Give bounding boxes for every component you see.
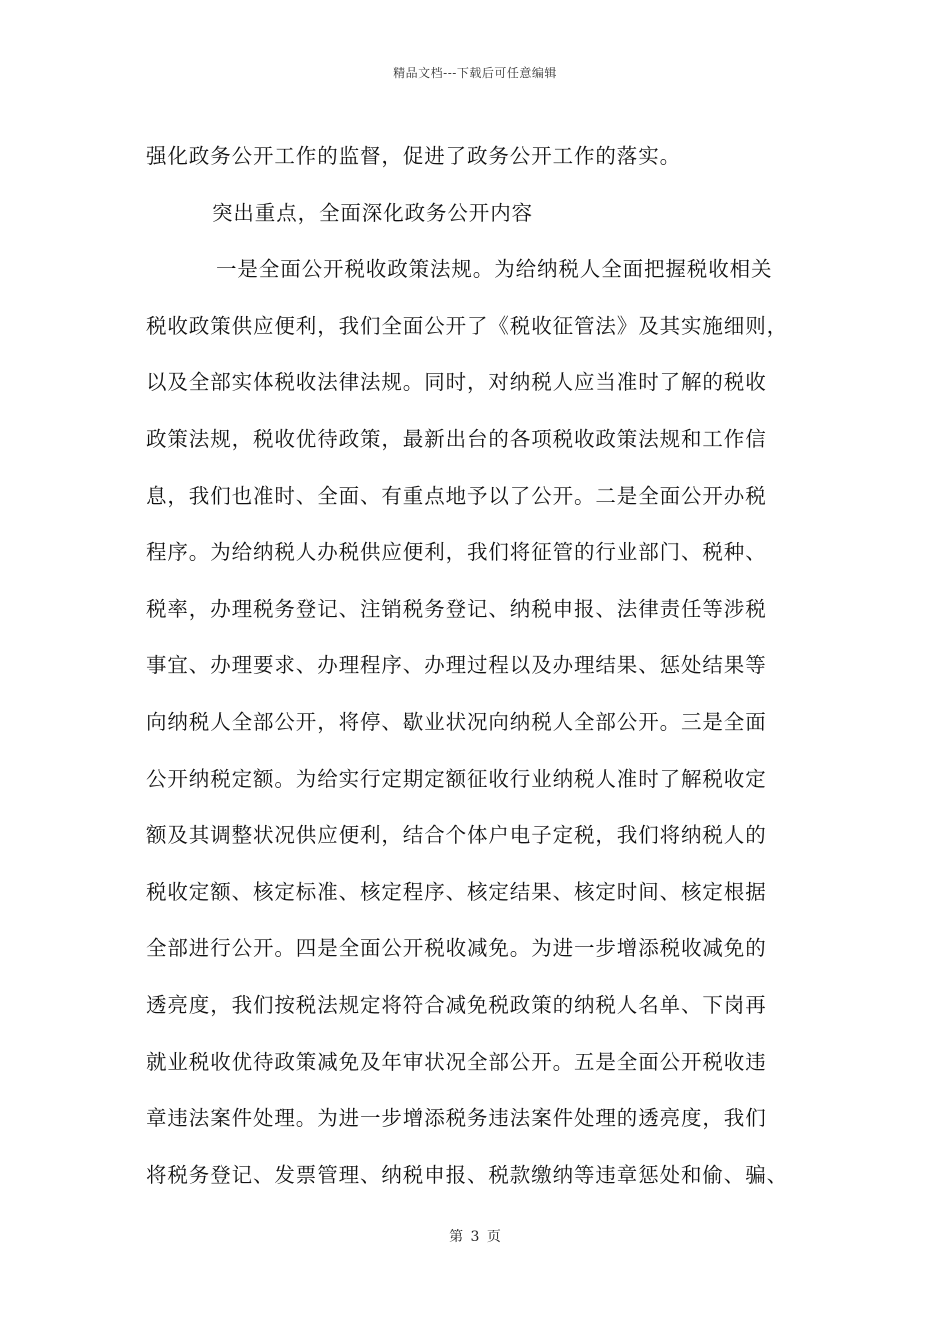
document-body: [146, 128, 826, 1203]
text-line: 一是全面公开税收政策法规。为给纳税人全面把握税收相关: [216, 257, 773, 282]
text-line: 将税务登记、发票管理、纳税申报、税款缴纳等违章惩处和偷、骗、: [146, 1162, 788, 1187]
text-line: 公开纳税定额。为给实行定期定额征收行业纳税人准时了解税收定: [146, 766, 767, 791]
text-line: 程序。为给纳税人办税供应便利，我们将征管的行业部门、税种、: [146, 540, 767, 565]
text-line: 就业税收优待政策减免及年审状况全部公开。五是全面公开税收违: [146, 1049, 767, 1074]
text-line: 透亮度，我们按税法规定将符合减免税政策的纳税人名单、下岗再: [146, 992, 767, 1017]
section-heading: 突出重点，全面深化政务公开内容: [212, 200, 533, 225]
text-line: 以及全部实体税收法律法规。同时，对纳税人应当准时了解的税收: [146, 370, 767, 395]
text-line: 税率，办理税务登记、注销税务登记、纳税申报、法律责任等涉税: [146, 596, 767, 621]
text-line: 税收定额、核定标准、核定程序、核定结果、核定时间、核定根据: [146, 879, 767, 904]
text-line: 事宜、办理要求、办理程序、办理过程以及办理结果、惩处结果等: [146, 653, 767, 678]
text-line: 强化政务公开工作的监督，促进了政务公开工作的落实。: [146, 144, 681, 168]
page-header: 精品文档---下载后可任意编辑: [393, 66, 557, 80]
text-line: 政策法规，税收优待政策，最新出台的各项税收政策法规和工作信: [146, 426, 767, 451]
text-line: 息，我们也准时、全面、有重点地予以了公开。二是全面公开办税: [146, 483, 767, 508]
text-line: 向纳税人全部公开，将停、歇业状况向纳税人全部公开。三是全面: [146, 709, 767, 734]
page-number: 第 3 页: [449, 1229, 501, 1245]
text-line: 章违法案件处理。为进一步增添税务违法案件处理的透亮度，我们: [146, 1106, 767, 1131]
text-line: 全部进行公开。四是全面公开税收减免。为进一步增添税收减免的: [146, 936, 767, 961]
text-line: 税收政策供应便利，我们全面公开了《税收征管法》及其实施细则，: [146, 313, 788, 338]
text-line: 额及其调整状况供应便利，结合个体户电子定税，我们将纳税人的: [146, 823, 767, 848]
